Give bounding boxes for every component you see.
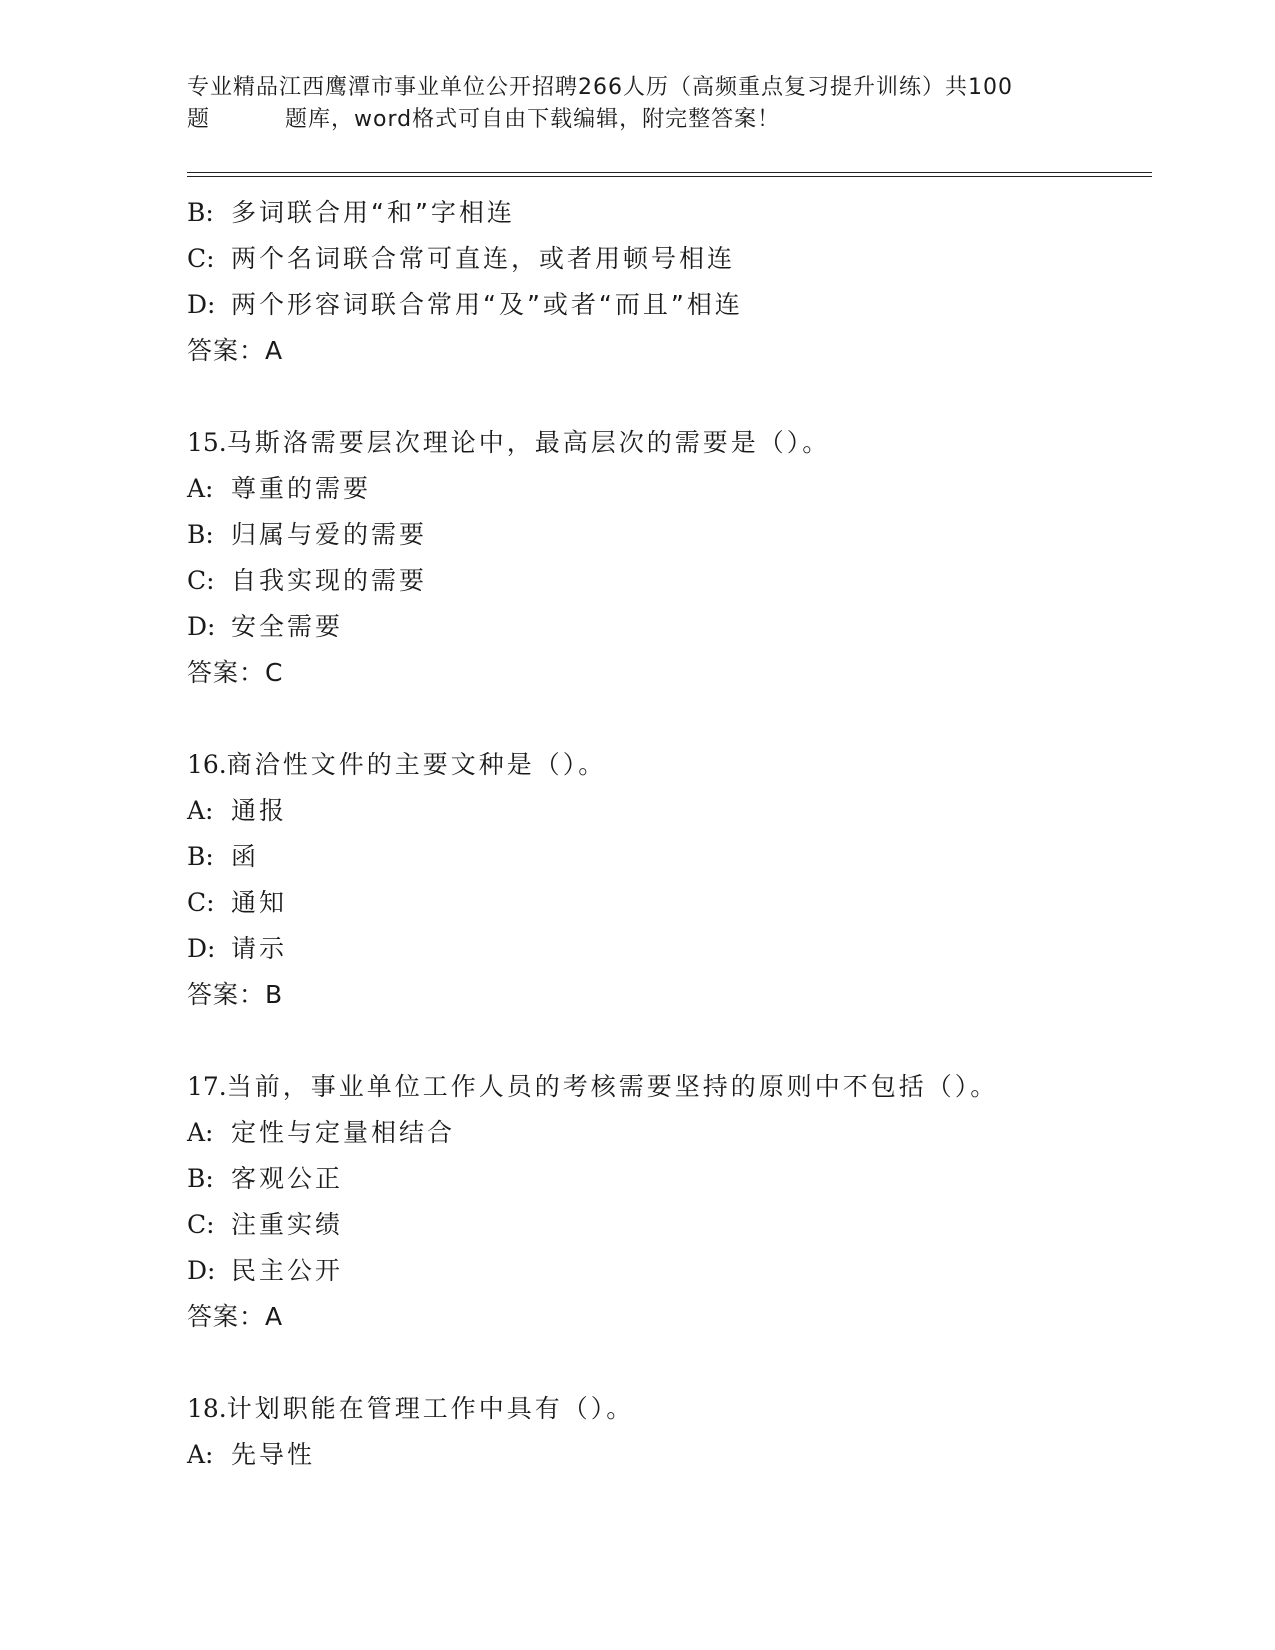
option-row bbox=[187, 466, 1147, 512]
header-title: 专业精品江西鹰潭市事业单位公开招聘266人历（高频重点复习提升训练）共100 bbox=[187, 75, 1013, 100]
question-block-17 bbox=[187, 1064, 1147, 1340]
header-divider-top bbox=[187, 172, 1152, 173]
question-block-16 bbox=[187, 742, 1147, 1018]
option-text: 归属与爱的需要 bbox=[231, 520, 428, 549]
question-text: 商洽性文件的主要文种是（）。 bbox=[226, 750, 607, 779]
question-block-15 bbox=[187, 420, 1147, 696]
option-row bbox=[187, 512, 1147, 558]
option-text: 安全需要 bbox=[231, 612, 344, 641]
option-text: 请示 bbox=[231, 934, 288, 963]
question-stem bbox=[187, 742, 1147, 788]
answer-line: 答案：A bbox=[187, 336, 284, 365]
option-row bbox=[187, 1110, 1147, 1156]
option-row bbox=[187, 1156, 1147, 1202]
option-letter: A: bbox=[187, 796, 214, 825]
option-text: 自我实现的需要 bbox=[231, 566, 428, 595]
question-block-14 bbox=[187, 190, 1147, 374]
option-letter: D: bbox=[187, 612, 216, 641]
question-text: 当前，事业单位工作人员的考核需要坚持的原则中不包括（）。 bbox=[226, 1072, 999, 1101]
question-block-18 bbox=[187, 1386, 1147, 1478]
option-text: 通知 bbox=[231, 888, 288, 917]
option-row bbox=[187, 282, 1147, 328]
option-row bbox=[187, 926, 1147, 972]
question-number: 17. bbox=[187, 1072, 227, 1101]
question-number: 16. bbox=[187, 750, 227, 779]
option-letter: D: bbox=[187, 1256, 216, 1285]
option-letter: C: bbox=[187, 1210, 215, 1239]
option-text: 两个名词联合常可直连，或者用顿号相连 bbox=[231, 244, 736, 273]
document-header bbox=[187, 72, 1087, 136]
answer-line: 答案：B bbox=[187, 980, 284, 1009]
option-letter: D: bbox=[187, 290, 216, 319]
option-row bbox=[187, 1248, 1147, 1294]
option-row bbox=[187, 558, 1147, 604]
option-text: 函 bbox=[231, 842, 260, 871]
option-row bbox=[187, 834, 1147, 880]
option-row bbox=[187, 1432, 1147, 1478]
option-letter: B: bbox=[187, 842, 214, 871]
option-row bbox=[187, 190, 1147, 236]
question-text: 计划职能在管理工作中具有（）。 bbox=[226, 1394, 635, 1423]
option-row bbox=[187, 1202, 1147, 1248]
option-text: 民主公开 bbox=[231, 1256, 344, 1285]
header-col1: 题 bbox=[187, 107, 211, 132]
header-line-1 bbox=[187, 72, 1087, 104]
answer-line: 答案：A bbox=[187, 1302, 284, 1331]
option-text: 多词联合用“和”字相连 bbox=[231, 198, 515, 227]
option-letter: C: bbox=[187, 244, 215, 273]
option-text: 通报 bbox=[231, 796, 288, 825]
option-letter: B: bbox=[187, 1164, 214, 1193]
option-text: 定性与定量相结合 bbox=[231, 1118, 456, 1147]
option-letter: C: bbox=[187, 566, 215, 595]
option-text: 客观公正 bbox=[231, 1164, 344, 1193]
question-stem bbox=[187, 1064, 1147, 1110]
header-line-2 bbox=[187, 104, 1087, 136]
header-subtitle: 题库，word格式可自由下载编辑，附完整答案！ bbox=[285, 107, 781, 132]
header-divider-bottom bbox=[187, 176, 1152, 177]
option-letter: C: bbox=[187, 888, 215, 917]
option-letter: A: bbox=[187, 1440, 214, 1469]
option-row bbox=[187, 604, 1147, 650]
question-stem bbox=[187, 1386, 1147, 1432]
question-text: 马斯洛需要层次理论中，最高层次的需要是（）。 bbox=[226, 428, 831, 457]
option-letter: B: bbox=[187, 198, 214, 227]
question-stem bbox=[187, 420, 1147, 466]
option-letter: B: bbox=[187, 520, 214, 549]
option-letter: D: bbox=[187, 934, 216, 963]
option-row bbox=[187, 236, 1147, 282]
option-text: 先导性 bbox=[231, 1440, 316, 1469]
option-row bbox=[187, 880, 1147, 926]
option-text: 两个形容词联合常用“及”或者“而且”相连 bbox=[231, 290, 743, 319]
question-number: 18. bbox=[187, 1394, 227, 1423]
option-row bbox=[187, 788, 1147, 834]
question-number: 15. bbox=[187, 428, 227, 457]
option-text: 注重实绩 bbox=[231, 1210, 344, 1239]
question-list bbox=[187, 190, 1147, 1478]
option-text: 尊重的需要 bbox=[231, 474, 372, 503]
option-letter: A: bbox=[187, 474, 214, 503]
option-letter: A: bbox=[187, 1118, 214, 1147]
answer-line: 答案：C bbox=[187, 658, 284, 687]
